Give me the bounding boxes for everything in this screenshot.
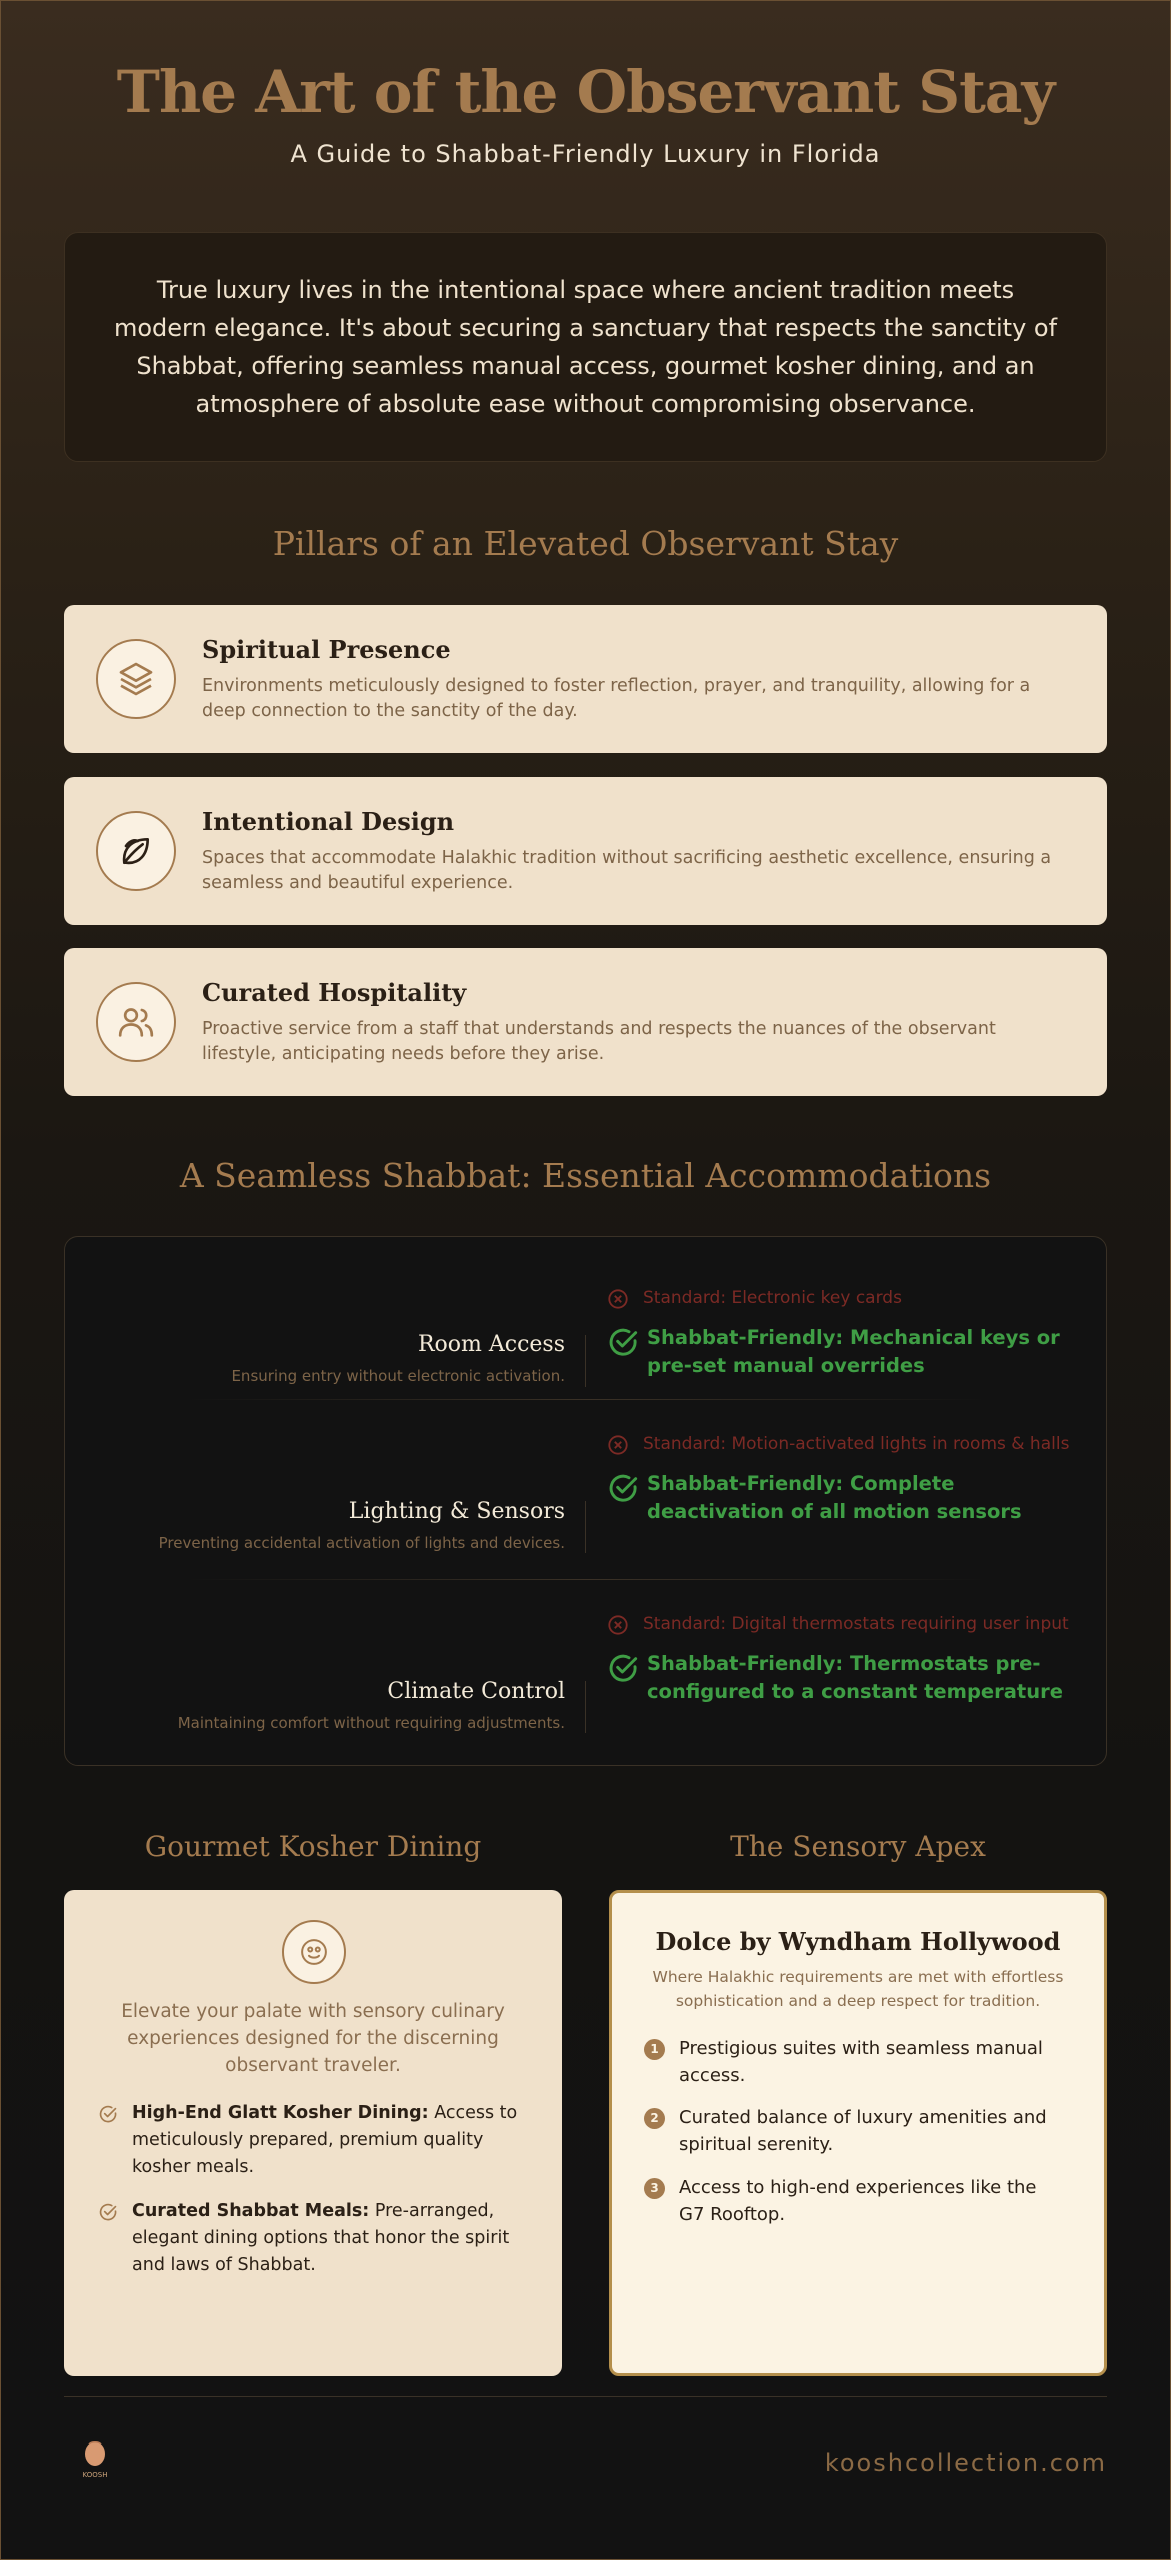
- row-divider: [185, 1399, 988, 1400]
- layers-icon: [96, 639, 176, 719]
- row-divider: [185, 1579, 988, 1580]
- pillar-desc: Environments meticulously designed to foster reflection, prayer, and tranquility, allowing for a deep connection to the sanctity of the day.: [202, 675, 1031, 721]
- dining-item: [98, 2198, 528, 2279]
- dining-item: [98, 2100, 528, 2181]
- pillar-card: [64, 948, 1107, 1096]
- pillar-title: Curated Hospitality: [202, 977, 467, 1007]
- check-circle-icon: [607, 1652, 639, 1684]
- standard-text: Standard: Motion-activated lights in rooms & halls: [643, 1434, 1070, 1454]
- apex-item-text: Access to high-end experiences like the G7 Rooftop.: [679, 2177, 1037, 2225]
- pillars-heading: Pillars of an Elevated Observant Stay: [272, 524, 899, 563]
- x-circle-icon: [607, 1434, 629, 1456]
- dining-item-text: Pre-arranged, elegant dining options that honor the spirit and laws of Shabbat.: [132, 2201, 510, 2275]
- pillar-desc: Proactive service from a staff that understands and respects the nuances of the observant lifestyle, anticipating needs before they arise.: [202, 1018, 996, 1064]
- accommodation-desc: Ensuring entry without electronic activation.: [231, 1367, 565, 1385]
- friendly-text: Shabbat-Friendly: Thermostats pre-configured to a constant temperature: [647, 1652, 1063, 1703]
- dining-intro: Elevate your palate with sensory culinary experiences designed for the discerning observant traveler.: [121, 2001, 505, 2076]
- x-circle-icon: [607, 1288, 629, 1310]
- intro-card: [64, 232, 1107, 462]
- check-circle-icon: [607, 1472, 639, 1504]
- apex-item: [644, 2174, 1064, 2228]
- page-title: The Art of the Observant Stay: [116, 58, 1055, 126]
- pillar-card: [64, 777, 1107, 925]
- accommodation-desc: Maintaining comfort without requiring adjustments.: [177, 1714, 565, 1732]
- leaf-icon: [96, 811, 176, 891]
- intro-text: True luxury lives in the intentional space where ancient tradition meets modern elegance. It's about securing a sanctuary that respects the sanctity of Shabbat, offering seamless manual access, gourmet kosher dining, and an atmosphere of absolute ease without compromising observance.: [113, 276, 1058, 418]
- smile-icon: [282, 1920, 346, 1984]
- row-separator: [585, 1501, 586, 1553]
- check-circle-icon: [607, 1326, 639, 1358]
- item-number-badge: 3: [644, 2178, 665, 2199]
- apex-item: [644, 2035, 1064, 2089]
- apex-item-text: Curated balance of luxury amenities and spiritual serenity.: [679, 2107, 1047, 2155]
- hotel-name: Dolce by Wyndham Hollywood: [655, 1927, 1061, 1956]
- dining-item-title: Curated Shabbat Meals:: [132, 2201, 370, 2221]
- accommodations-heading: A Seamless Shabbat: Essential Accommodations: [179, 1156, 992, 1195]
- accommodation-title: Lighting & Sensors: [348, 1499, 565, 1524]
- users-icon: [96, 982, 176, 1062]
- apex-card: [609, 1890, 1107, 2376]
- apex-heading: The Sensory Apex: [730, 1830, 986, 1863]
- check-circle-icon: [98, 2202, 118, 2222]
- x-circle-icon: [607, 1614, 629, 1636]
- item-number-badge: 1: [644, 2039, 665, 2060]
- apex-item: [644, 2104, 1064, 2158]
- pillar-title: Spiritual Presence: [202, 634, 451, 664]
- hotel-desc: Where Halakhic requirements are met with effortless sophistication and a deep respect for tradition.: [652, 1968, 1064, 2010]
- accommodation-title: Climate Control: [387, 1679, 565, 1704]
- dining-item-text: Access to meticulously prepared, premium quality kosher meals.: [132, 2103, 518, 2177]
- pillar-desc: Spaces that accommodate Halakhic tradition without sacrificing aesthetic excellence, ensuring a seamless and beautiful experience.: [202, 847, 1052, 893]
- accommodation-title: Room Access: [417, 1332, 565, 1357]
- dining-heading: Gourmet Kosher Dining: [144, 1830, 482, 1863]
- row-separator: [585, 1335, 586, 1387]
- accommodation-desc: Preventing accidental activation of lights and devices.: [158, 1534, 565, 1552]
- row-separator: [585, 1681, 586, 1733]
- standard-text: Standard: Digital thermostats requiring user input: [643, 1614, 1069, 1634]
- dining-card: [64, 1890, 562, 2376]
- item-number-badge: 2: [644, 2108, 665, 2129]
- dining-item-title: High-End Glatt Kosher Dining:: [132, 2103, 429, 2123]
- website-link[interactable]: kooshcollection.com: [824, 2449, 1107, 2477]
- footer-divider: [64, 2396, 1107, 2397]
- check-circle-icon: [98, 2104, 118, 2124]
- friendly-text: Shabbat-Friendly: Mechanical keys or pre-set manual overrides: [647, 1326, 1060, 1377]
- standard-text: Standard: Electronic key cards: [643, 1288, 902, 1308]
- page-subtitle: A Guide to Shabbat-Friendly Luxury in Florida: [290, 140, 881, 168]
- logo-text: KOOSH: [82, 2471, 108, 2479]
- pillar-card: [64, 605, 1107, 753]
- friendly-text: Shabbat-Friendly: Complete deactivation of all motion sensors: [647, 1472, 1022, 1523]
- accommodations-card: [64, 1236, 1107, 1766]
- koosh-logo: [72, 2438, 118, 2488]
- pillar-title: Intentional Design: [202, 806, 455, 836]
- apex-item-text: Prestigious suites with seamless manual access.: [679, 2038, 1043, 2086]
